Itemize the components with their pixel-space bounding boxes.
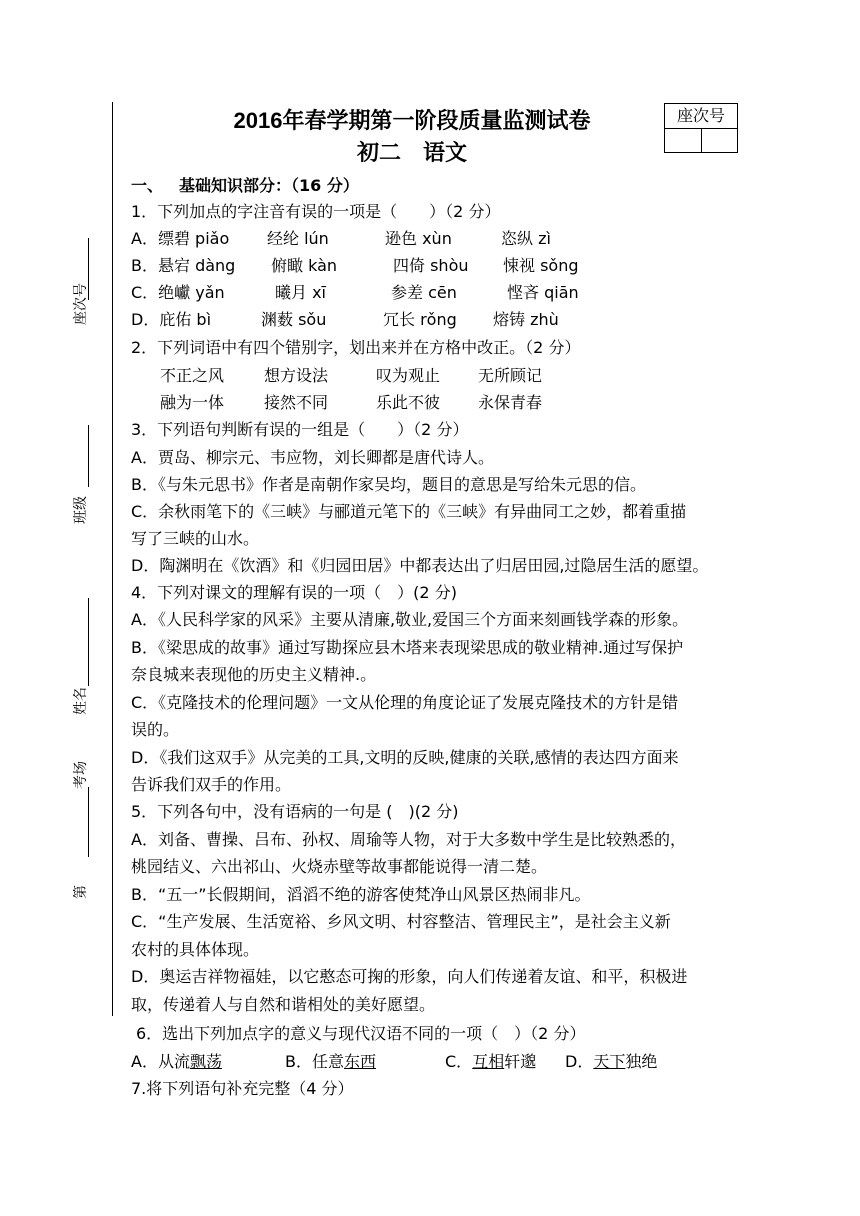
q6-a-underlined: 飘荡 bbox=[189, 1052, 222, 1071]
q6-stem: 6．选出下列加点字的意义与现代汉语不同的一项（ ）（2 分） bbox=[136, 1024, 586, 1043]
q5-option-a-line1: A．刘备、曹操、吕布、孙权、周瑜等人物，对于大多数中学生是比较熟悉的， bbox=[131, 830, 686, 849]
q4-option-c-line2: 误的。 bbox=[131, 720, 180, 739]
q4-option-c-line1: C．《克隆技术的伦理问题》一文从伦理的角度论证了发展克隆技术的方针是错 bbox=[131, 693, 679, 712]
seat-cell-1[interactable] bbox=[665, 129, 702, 152]
q5-option-d-line1: D．奥运吉祥物福娃，以它憨态可掬的形象，向人们传递着友谊、和平，积极进 bbox=[131, 967, 688, 986]
class-blank bbox=[88, 425, 89, 487]
q3-option-c-line2: 写了三峡的山水。 bbox=[131, 529, 260, 548]
q4-option-b-line1: B．《梁思成的故事》通过写勘探应县木塔来表现梁思成的敬业精神.通过写保护 bbox=[131, 638, 684, 657]
q5-option-a-line2: 桃园结义、六出祁山、火烧赤壁等故事都能说得一清二楚。 bbox=[131, 857, 548, 876]
q6-d-underlined: 天下 bbox=[593, 1052, 626, 1071]
q6-options: A．从流飘荡 B．任意东西 C．互相轩邈 D．天下独绝 bbox=[131, 1052, 658, 1071]
q7-stem: 7.将下列语句补充完整（4 分） bbox=[131, 1079, 354, 1098]
q3-option-c-line1: C．余秋雨笔下的《三峡》与郦道元笔下的《三峡》有异曲同工之妙，都着重描 bbox=[131, 502, 687, 521]
exam-subtitle: 初二 语文 bbox=[356, 140, 467, 165]
q5-option-c-line2: 农村的具体体现。 bbox=[131, 940, 260, 959]
seat-number-label: 座次号 bbox=[665, 104, 737, 129]
q1-stem: 1．下列加点的字注音有误的一项是（ ）（2 分） bbox=[131, 202, 501, 221]
q3-stem: 3．下列语句判断有误的一组是（ ）（2 分） bbox=[131, 420, 469, 439]
q4-option-d-line1: D．《我们这双手》从完美的工具,文明的反映,健康的关联,感情的表达四方面来 bbox=[131, 748, 679, 767]
exam-room-blank bbox=[88, 787, 89, 857]
binding-line bbox=[112, 102, 113, 1016]
side-label-exam-room: 考场 bbox=[73, 761, 89, 789]
q2-words-row1: 不正之风 想方设法 叹为观止 无所顾记 bbox=[160, 366, 543, 385]
q1-option-d: D．庇佑 bì 渊薮 sǒu 冗长 rǒng 熔铸 zhù bbox=[131, 310, 559, 329]
seat-number-box bbox=[664, 103, 738, 153]
q3-option-b: B．《与朱元思书》作者是南朝作家吴均，题目的意思是写给朱元思的信。 bbox=[131, 475, 646, 494]
q2-stem: 2．下列词语中有四个错别字，划出来并在方格中改正。（2 分） bbox=[131, 338, 581, 357]
q2-words-row2: 融为一体 接然不同 乐此不彼 永保青春 bbox=[160, 393, 543, 412]
side-label-name: 姓名 bbox=[73, 687, 89, 715]
q1-option-a: A．缥碧 piǎo 经纶 lún 逊色 xùn 恣纵 zì bbox=[131, 229, 551, 248]
q6-b-underlined: 东西 bbox=[343, 1052, 376, 1071]
q1-option-c: C．绝巘 yǎn 曦月 xī 参差 cēn 悭吝 qiān bbox=[131, 283, 579, 302]
q1-option-b: B．悬宕 dàng 俯瞰 kàn 四倚 shòu 悚视 sǒng bbox=[131, 256, 579, 275]
section-heading: 一、 基础知识部分：（16 分） bbox=[131, 176, 359, 195]
q4-option-a: A．《人民科学家的风采》主要从清廉,敬业,爱国三个方面来刻画钱学森的形象。 bbox=[131, 610, 689, 629]
q4-option-b-line2: 奈良城来表现他的历史主义精神.。 bbox=[131, 665, 377, 684]
q4-option-d-line2: 告诉我们双手的作用。 bbox=[131, 775, 292, 794]
q6-c-underlined: 互相 bbox=[472, 1052, 505, 1071]
q4-stem: 4．下列对课文的理解有误的一项（ ）(2 分) bbox=[131, 583, 457, 602]
exam-title: 2016年春学期第一阶段质量监测试卷 bbox=[233, 108, 591, 133]
side-label-class: 班级 bbox=[73, 496, 89, 524]
q5-stem: 5．下列各句中，没有语病的一句是 ( )(2 分) bbox=[131, 802, 459, 821]
side-label-di: 第 bbox=[73, 885, 89, 899]
q3-option-d: D．陶渊明在《饮酒》和《归园田居》中都表达出了归居田园,过隐居生活的愿望。 bbox=[131, 556, 709, 575]
q3-option-a: A．贾岛、柳宗元、韦应物，刘长卿都是唐代诗人。 bbox=[131, 448, 494, 467]
q5-option-c-line1: C．“生产发展、生活宽裕、乡风文明、村容整洁、管理民主”，是社会主义新 bbox=[131, 912, 671, 931]
q5-option-b: B．“五一”长假期间，滔滔不绝的游客使梵净山风景区热闹非凡。 bbox=[131, 885, 591, 904]
side-label-seat: 座次号 bbox=[73, 283, 89, 325]
seat-cell-2[interactable] bbox=[702, 129, 738, 152]
name-blank bbox=[88, 598, 89, 686]
q5-option-d-line2: 取，传递着人与自然和谐相处的美好愿望。 bbox=[131, 995, 436, 1014]
